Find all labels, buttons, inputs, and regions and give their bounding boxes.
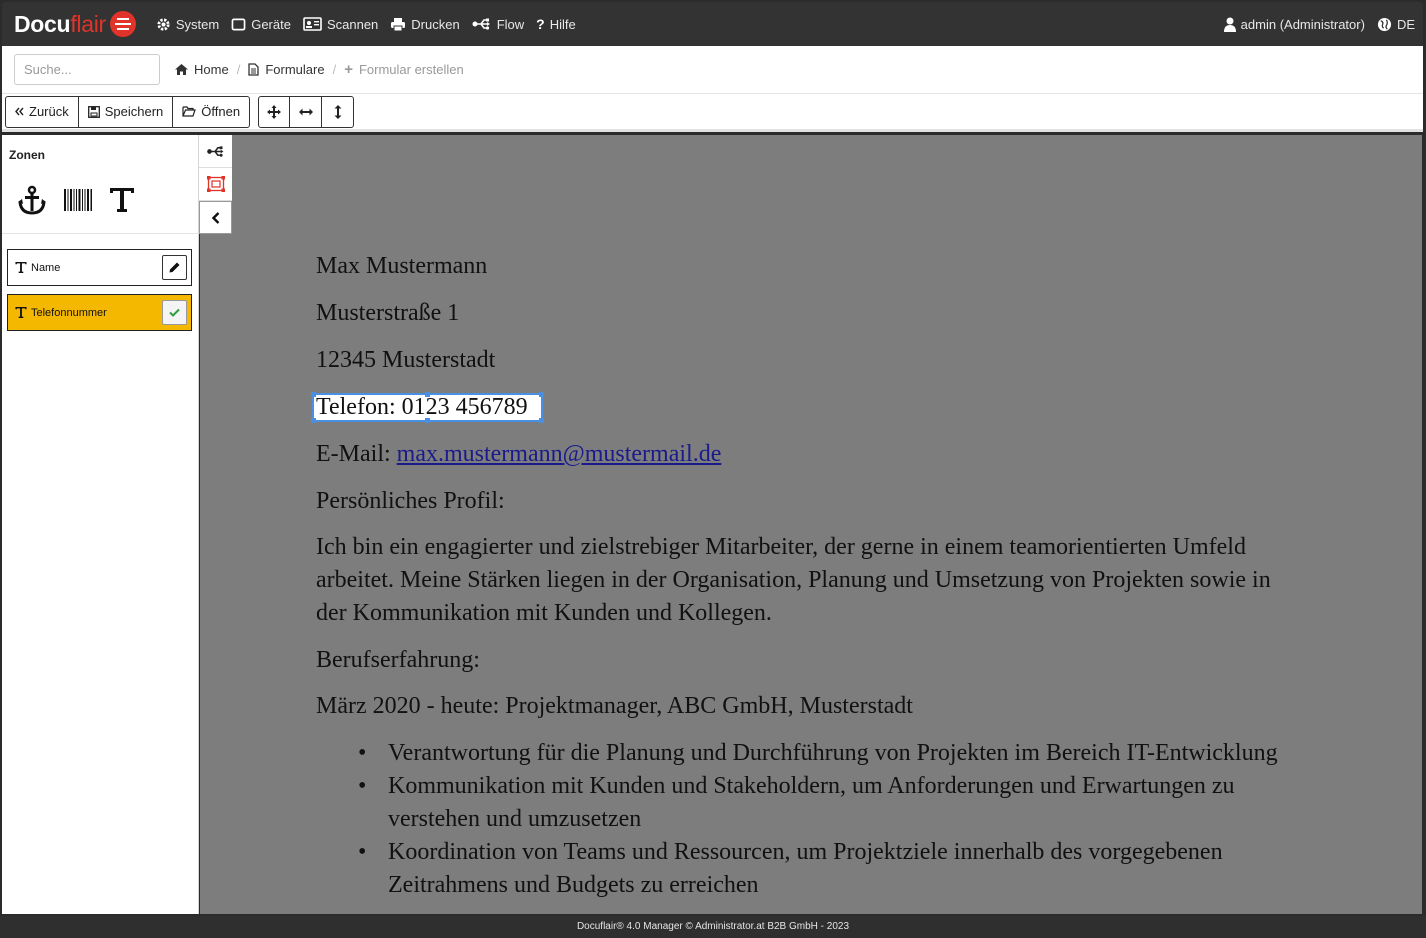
doc-profile-text: Ich bin ein engagierter und zielstrebiger Mitarbeiter, der gerne in einem teamorientierten Umfeld arbeitet. Meine Stärken liegen in der Organisation, Planung und Umsetzung von Projekten sowie in der Kommunikation mit Kunden und Kollegen. (316, 534, 1271, 626)
nav-drucken-label: Drucken (411, 16, 460, 32)
arrows-horizontal-icon (299, 108, 313, 116)
doc-name: Max Mustermann (316, 253, 488, 279)
folder-open-icon (182, 106, 196, 117)
footer: Docuflair® 4.0 Manager © Administrator.at B2B GmbH - 2023 (0, 916, 1426, 938)
scanner-icon (303, 17, 322, 31)
nav-geraete[interactable] (231, 2, 291, 46)
text-zone-tool[interactable] (109, 186, 135, 214)
collapse-panel-button[interactable] (199, 201, 232, 234)
move-button[interactable] (258, 96, 290, 128)
home-icon (175, 64, 188, 75)
editor-toolbar (2, 94, 1423, 132)
resize-handle[interactable] (539, 392, 544, 397)
doc-profile-heading: Persönliches Profil: (316, 488, 505, 514)
top-navbar (2, 2, 1423, 46)
zone-item-name[interactable] (7, 249, 192, 286)
search-input[interactable] (14, 54, 160, 85)
nav-drucken[interactable] (390, 2, 459, 46)
doc-bullet-item: • Kommunikation mit Kunden und Stakeholdern, um Anforderungen und Erwartungen zu verstehen und umzusetzen (358, 770, 1308, 836)
nav-system-label: System (175, 16, 220, 32)
nav-hilfe-label: Hilfe (549, 16, 576, 32)
floppy-icon (88, 106, 100, 118)
anchor-zone-tool[interactable] (17, 185, 47, 215)
nav-flow[interactable] (472, 2, 524, 46)
flow-icon (472, 17, 492, 31)
doc-bullet-list (358, 737, 1308, 902)
doc-street: Musterstraße 1 (316, 300, 460, 326)
breadcrumb-separator: / (332, 62, 337, 77)
chevron-left-icon (212, 212, 220, 224)
panel-divider (2, 233, 199, 234)
language-menu[interactable] (1377, 2, 1415, 46)
breadcrumb-bar (2, 46, 1423, 94)
pencil-icon (169, 262, 180, 273)
globe-icon (1377, 17, 1392, 32)
doc-email-label: E-Mail: (316, 441, 391, 467)
back-button-label: Zurück (29, 104, 69, 119)
logo-text: Docuflair (14, 10, 106, 37)
doc-bullet-item: • Verantwortung für die Planung und Durchführung von Projekten im Bereich IT-Entwicklung (358, 737, 1308, 770)
resize-vertical-button[interactable] (322, 96, 354, 128)
checkmark-icon (169, 308, 180, 317)
select-area-button[interactable] (199, 168, 232, 201)
text-icon (15, 261, 27, 274)
side-mini-toolbar (199, 135, 232, 236)
text-icon (109, 186, 135, 214)
edit-zone-button[interactable] (162, 255, 187, 280)
user-label: admin (Administrator) (1240, 16, 1365, 32)
nav-scannen[interactable] (303, 2, 378, 46)
nav-scannen-label: Scannen (326, 16, 379, 32)
anchor-icon (17, 185, 47, 215)
zone-tools (17, 185, 151, 215)
barcode-zone-tool[interactable] (63, 188, 93, 212)
double-chevron-left-icon (15, 107, 24, 116)
breadcrumb-home[interactable] (175, 62, 229, 77)
breadcrumb-formulare-label: Formulare (265, 62, 325, 77)
zone-item-label: Telefonnummer (31, 306, 107, 319)
zones-panel (2, 135, 199, 914)
doc-email-link[interactable]: max.mustermann@mustermail.de (396, 441, 722, 467)
app-logo[interactable] (14, 2, 138, 46)
nav-right (1224, 2, 1415, 46)
connect-button[interactable] (199, 135, 232, 168)
plus-icon: + (344, 61, 353, 78)
nav-hilfe[interactable] (536, 2, 576, 46)
arrows-vertical-icon (334, 105, 342, 119)
breadcrumb (175, 61, 464, 78)
text-icon (15, 306, 27, 319)
main-nav (156, 2, 588, 46)
back-button[interactable] (5, 96, 79, 128)
language-label: DE (1396, 16, 1415, 32)
open-button[interactable] (173, 96, 250, 128)
doc-city: 12345 Musterstadt (316, 347, 496, 373)
nav-geraete-label: Geräte (251, 16, 291, 32)
nav-system[interactable] (156, 2, 219, 46)
file-button-group (5, 96, 250, 128)
user-menu[interactable] (1224, 2, 1365, 46)
printer-icon (390, 17, 406, 32)
breadcrumb-formulare[interactable] (248, 62, 324, 77)
doc-phone: Telefon: 0123 456789 (316, 394, 528, 420)
move-button-group (258, 96, 354, 128)
breadcrumb-current-label: Formular erstellen (358, 62, 464, 77)
gear-icon (156, 17, 171, 32)
save-button[interactable] (79, 96, 174, 128)
move-arrows-icon (267, 105, 281, 119)
breadcrumb-separator: / (236, 62, 241, 77)
doc-experience-heading: Berufserfahrung: (316, 647, 480, 673)
document-canvas[interactable] (200, 135, 1422, 914)
barcode-icon (63, 188, 93, 212)
doc-email-line (316, 438, 721, 471)
confirm-zone-button[interactable] (162, 300, 187, 325)
zones-panel-title: Zonen (9, 148, 45, 162)
user-icon (1224, 17, 1236, 32)
breadcrumb-home-label: Home (194, 62, 229, 77)
breadcrumb-current (344, 61, 464, 78)
resize-handle[interactable] (539, 418, 544, 423)
document-icon (248, 63, 259, 76)
logo-mark-icon (108, 9, 138, 39)
open-button-label: Öffnen (201, 104, 241, 119)
save-button-label: Speichern (104, 104, 164, 119)
device-icon (231, 18, 246, 31)
zone-item-telefonnummer[interactable] (7, 294, 192, 331)
doc-job: März 2020 - heute: Projektmanager, ABC GmbH, Musterstadt (316, 693, 913, 719)
select-area-icon (207, 176, 225, 192)
nav-flow-label: Flow (496, 16, 525, 32)
flow-icon (206, 145, 226, 158)
question-icon: ? (536, 16, 545, 32)
doc-bullet-item: • Koordination von Teams und Ressourcen, um Projektziele innerhalb des vorgegebenen Zeitrahmens und Budgets zu erreichen (358, 836, 1308, 902)
zone-item-label: Name (31, 261, 61, 274)
resize-horizontal-button[interactable] (290, 96, 322, 128)
